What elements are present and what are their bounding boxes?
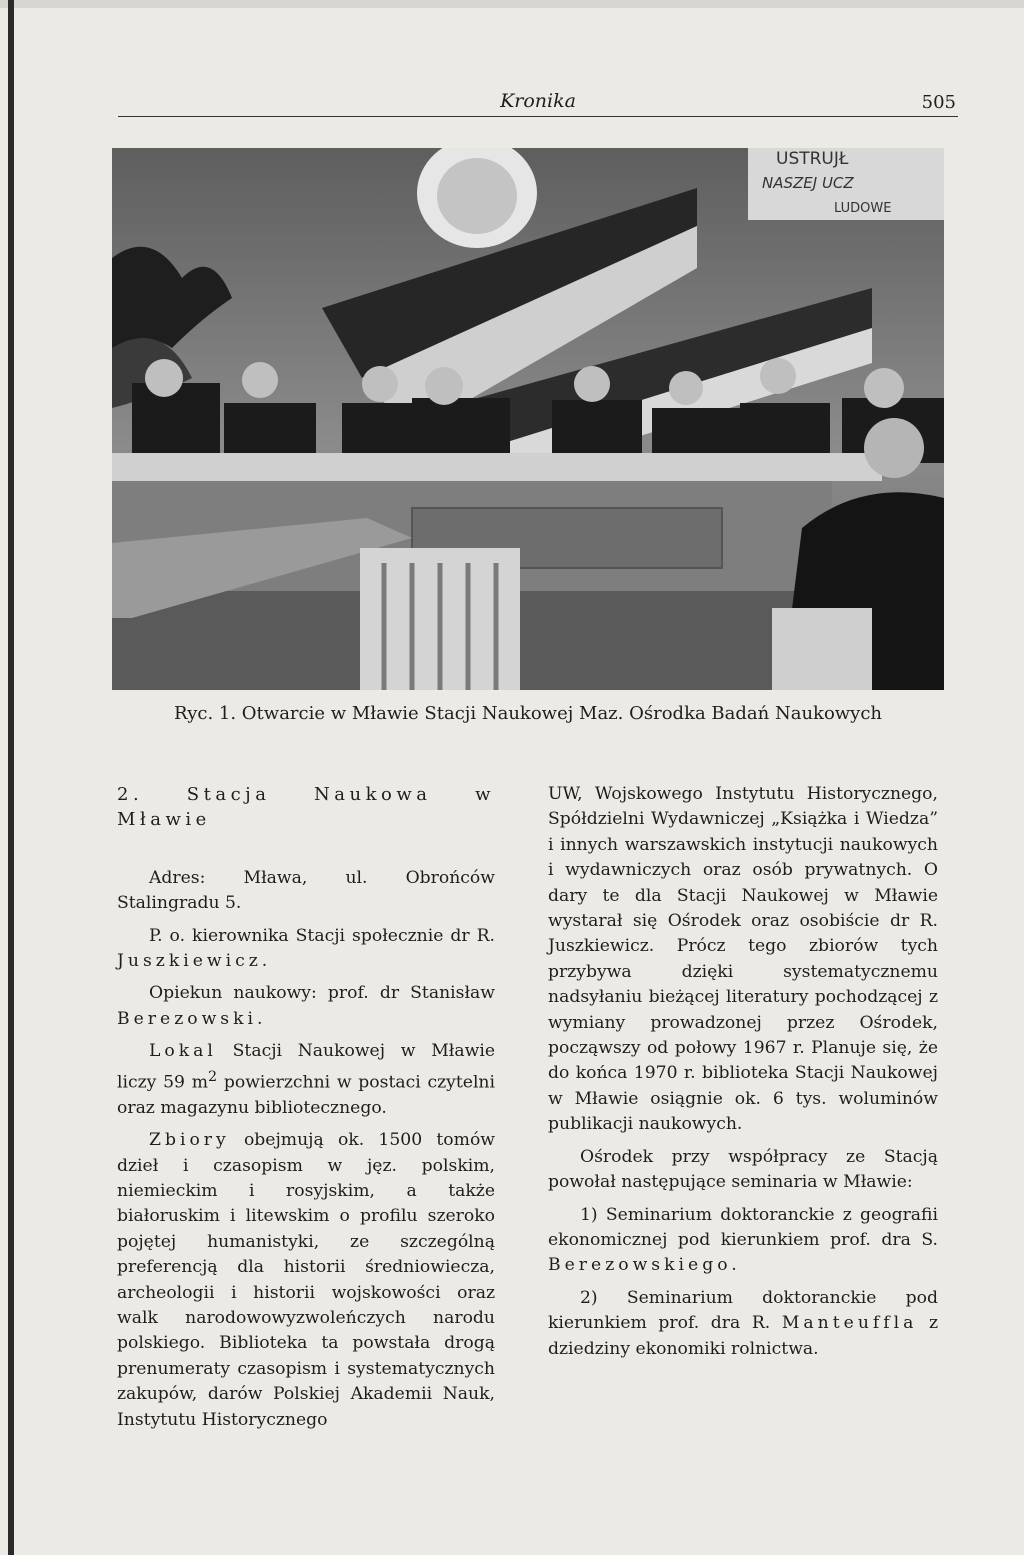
premises-sup: 2	[208, 1068, 218, 1085]
seminar-2	[548, 1286, 938, 1362]
seminar-2-rest: z dziedziny ekonomiki rolnictwa.	[548, 1313, 939, 1359]
seminar-1-name: Berezowskiego.	[548, 1255, 741, 1276]
premises-paragraph	[117, 1039, 495, 1121]
director-name: Juszkiewicz.	[117, 951, 272, 972]
banner-line-3: LUDOWE	[834, 201, 892, 216]
page-number: 505	[921, 92, 956, 113]
collections-paragraph	[117, 1128, 495, 1433]
seminar-1-text: 1) Seminarium doktoranckie z geografii ekonomicznej pod kierunkiem prof. dra S.	[548, 1204, 938, 1250]
premises-lead: Lokal	[149, 1041, 217, 1062]
photograph-image	[112, 148, 944, 690]
seminar-1	[548, 1203, 938, 1279]
banner-line-2: NASZEJ UCZ	[762, 174, 854, 192]
continuation-paragraph: UW, Wojskowego Instytutu Historycznego, Spółdzielni Wydawniczej „Książka i Wiedza” i innych warszawskich instytucji naukowych i wydawniczych oraz osób prywatnych. O dary te dla Stacji Naukowej w Mławie wystarał się Ośrodek oraz osobiście dr R. Juszkiewicz. Prócz tego zbiorów tych przybywa dzięki systematycznemu nadsyłaniu bieżącej literatury pochodzącej z wymiany prowadzonej przez Ośrodek, począwszy od połowy 1967 r. Planuje się, że do końca 1970 r. biblioteka Stacji Naukowej w Mławie osiągnie ok. 6 tys. woluminów publikacji naukowych.	[548, 784, 938, 1135]
director-prefix: P. o. kierownika Stacji społecznie dr R.	[149, 925, 495, 946]
section-title: Stacja Naukowa w Mławie	[117, 784, 495, 831]
collections-lead: Zbiory	[149, 1130, 230, 1151]
collections-text: obejmują ok. 1500 tomów dzieł i czasopism w jęz. polskim, niemieckim i rosyjskim, a także białoruskim i litewskim o profilu szeroko pojętej humanistyki, ze szczególną preferencją dla historii średniowiecza, archeologii i historii wojskowości oraz walk narodowowyzwoleńczych narodu polskiego. Biblioteka ta powstała drogą prenumeraty czasopism i systematycznych zakupów, darów Polskiej Akademii Nauk, Instytutu Historycznego	[117, 1130, 496, 1430]
seminar-2-text: 2) Seminarium doktoranckie pod kierunkiem prof. dra R.	[548, 1287, 938, 1334]
photograph	[112, 148, 944, 690]
supervisor-name: Berezowski.	[117, 1008, 267, 1029]
page-binding-edge	[8, 0, 14, 1555]
seminars-intro: Ośrodek przy współpracy ze Stacją powołał następujące seminaria w Mławie:	[548, 1146, 938, 1193]
seminar-2-name: Manteuffla	[781, 1313, 918, 1334]
address-paragraph: Adres: Mława, ul. Obrońców Stalingradu 5.	[117, 867, 495, 914]
running-header	[118, 86, 958, 117]
banner-line-1: USTRUJŁ	[776, 149, 849, 169]
left-column	[117, 782, 495, 1433]
section-number: 2.	[117, 784, 144, 805]
premises-text-a: Stacji Naukowej w Mławie liczy 59 m	[117, 1041, 495, 1093]
right-column	[548, 782, 938, 1362]
premises-text-b: powierzchni w postaci czytelni oraz magazynu bibliotecznego.	[117, 1072, 496, 1118]
director-paragraph	[117, 924, 495, 975]
section-heading	[117, 782, 495, 833]
running-title: Kronika	[500, 90, 576, 112]
figure-caption: Ryc. 1. Otwarcie w Mławie Stacji Naukowej Maz. Ośrodka Badań Naukowych	[173, 703, 883, 724]
supervisor-paragraph	[117, 981, 495, 1032]
supervisor-prefix: Opiekun naukowy: prof. dr Stanisław	[149, 983, 495, 1004]
page-top-edge	[0, 0, 1024, 8]
